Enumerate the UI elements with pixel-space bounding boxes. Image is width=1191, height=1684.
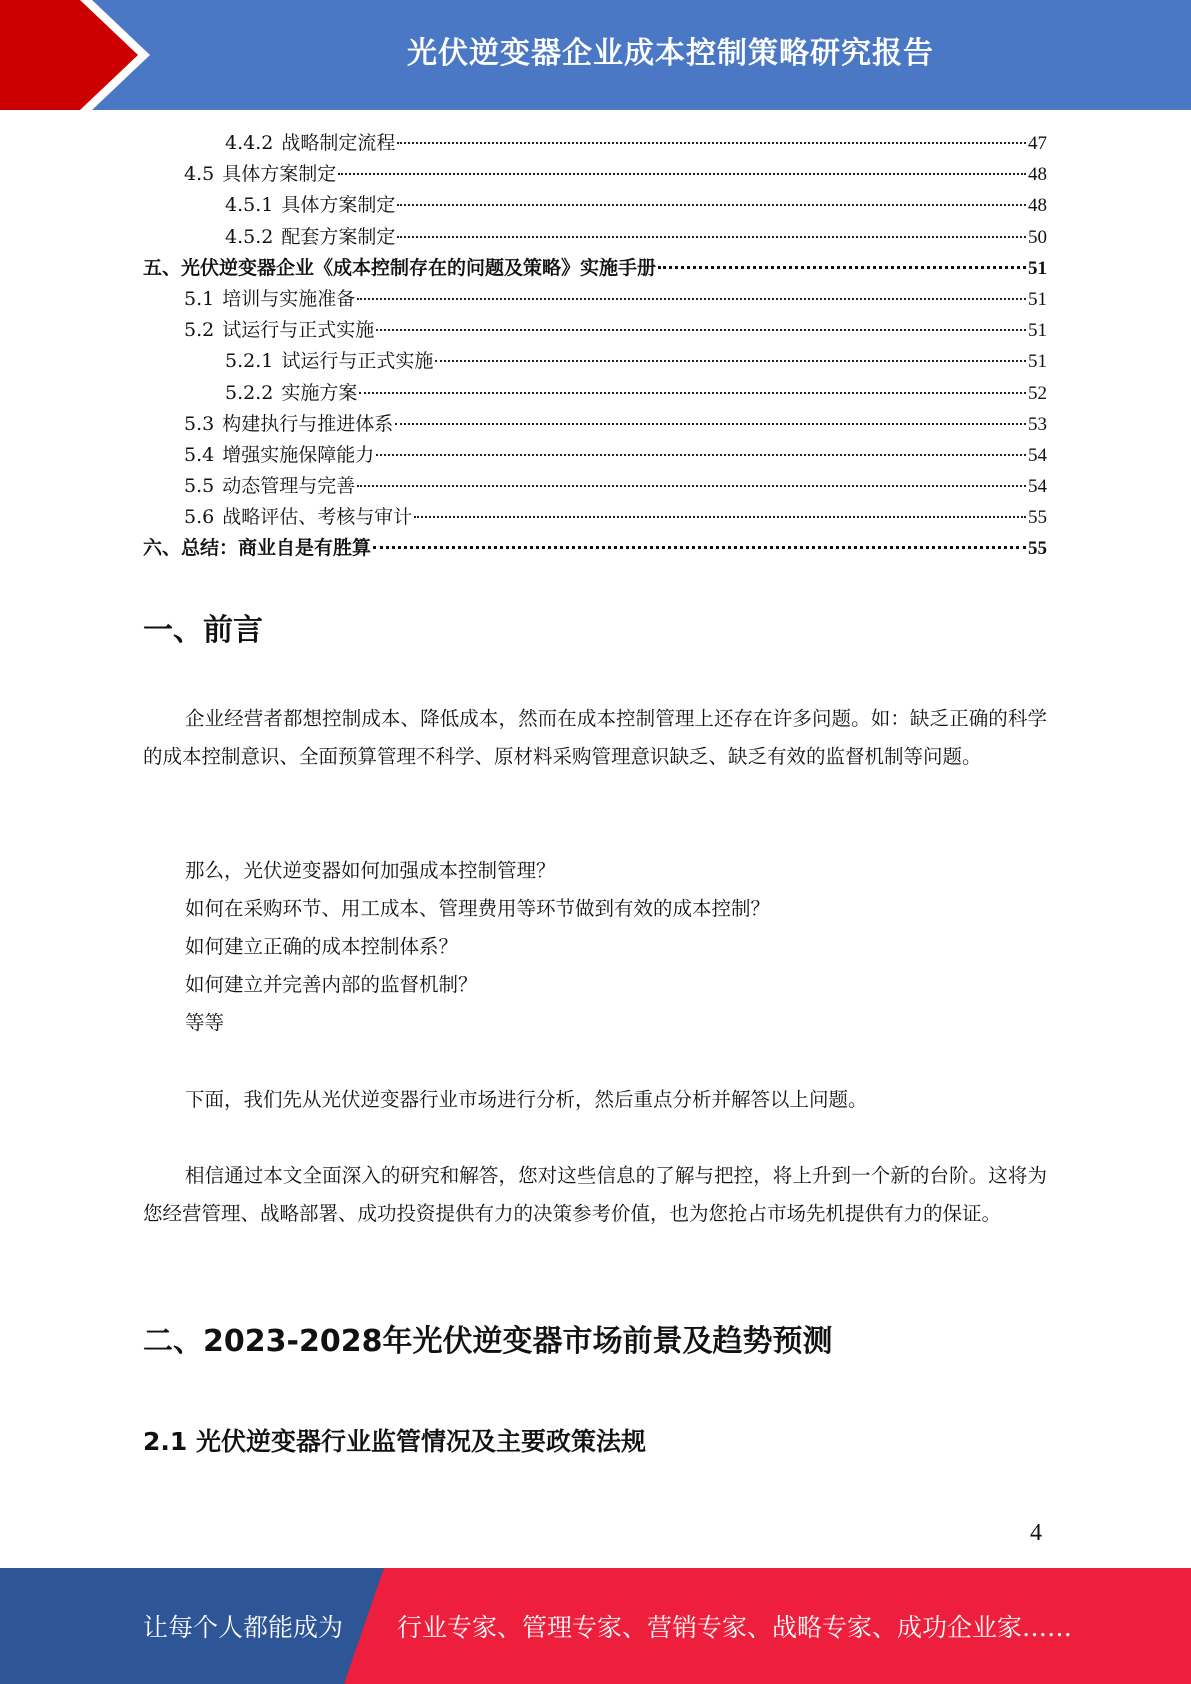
toc-dot-leader [397, 204, 1026, 206]
table-of-contents [143, 128, 1047, 565]
toc-entry-number: 4.5.1 [225, 194, 274, 217]
toc-dot-leader [373, 546, 1026, 549]
toc-dot-leader [658, 266, 1026, 269]
page-number: 4 [1030, 1520, 1042, 1546]
preface-paragraph-2: 下面，我们先从光伏逆变器行业市场进行分析，然后重点分析并解答以上问题。 [185, 1088, 868, 1111]
toc-entry-page: 51 [1028, 288, 1047, 310]
toc-entry[interactable] [143, 222, 1047, 253]
question-line: 如何在采购环节、用工成本、管理费用等环节做到有效的成本控制？ [185, 897, 771, 920]
toc-entry[interactable] [143, 471, 1047, 502]
toc-entry-page: 50 [1028, 226, 1047, 248]
toc-entry-label: 六、总结：商业自是有胜算 [143, 537, 372, 560]
toc-entry-number: 4.5 [184, 163, 215, 186]
toc-entry[interactable] [143, 159, 1047, 190]
toc-entry-label: 具体方案制定 [222, 163, 337, 186]
subsection-heading-regulation: 2.1 光伏逆变器行业监管情况及主要政策法规 [143, 1427, 646, 1456]
toc-entry-label: 动态管理与完善 [222, 475, 356, 498]
toc-entry-label: 试运行与正式实施 [222, 319, 375, 342]
toc-entry-number: 5.6 [184, 506, 215, 529]
toc-entry-number: 4.4.2 [225, 132, 274, 154]
preface-paragraph-3: 相信通过本文全面深入的研究和解答，您对这些信息的了解与把控，将上升到一个新的台阶。这将为您经营管理、战略部署、成功投资提供有力的决策参考价值，也为您抢占市场先机提供有力的保证。 [143, 1164, 1047, 1225]
toc-entry-page: 51 [1028, 320, 1047, 342]
toc-entry-page: 48 [1028, 164, 1047, 186]
toc-entry-number: 5.2.1 [225, 350, 274, 373]
toc-dot-leader [359, 392, 1026, 394]
toc-entry-number: 5.5 [184, 475, 215, 498]
toc-entry[interactable] [143, 409, 1047, 440]
toc-entry-number: 5.3 [184, 412, 215, 435]
page-header [0, 0, 1191, 110]
toc-entry-page: 55 [1028, 507, 1047, 529]
toc-entry-label: 战略制定流程 [281, 132, 396, 154]
toc-entry[interactable] [143, 253, 1047, 284]
toc-dot-leader [338, 173, 1026, 175]
toc-entry-label: 实施方案 [281, 381, 358, 404]
toc-dot-leader [357, 485, 1026, 487]
toc-entry-page: 47 [1028, 133, 1047, 154]
toc-entry-page: 51 [1028, 257, 1047, 279]
toc-entry-page: 52 [1028, 382, 1047, 404]
toc-dot-leader [435, 360, 1026, 362]
toc-entry-page: 55 [1028, 538, 1047, 560]
toc-dot-leader [395, 423, 1026, 425]
toc-entry-label: 培训与实施准备 [222, 287, 356, 310]
toc-dot-leader [397, 142, 1026, 144]
toc-entry-label: 构建执行与推进体系 [222, 412, 394, 435]
toc-entry-page: 54 [1028, 476, 1047, 498]
toc-entry-page: 48 [1028, 195, 1047, 217]
toc-dot-leader [397, 236, 1026, 238]
toc-entry-page: 51 [1028, 351, 1047, 373]
question-line: 如何建立并完善内部的监督机制？ [185, 973, 478, 996]
preface-paragraph-1: 企业经营者都想控制成本、降低成本，然而在成本控制管理上还存在许多问题。如：缺乏正确的科学的成本控制意识、全面预算管理不科学、原材料采购管理意识缺乏、缺乏有效的监督机制等问题。 [143, 707, 1047, 768]
toc-entry[interactable] [143, 128, 1047, 159]
toc-entry-label: 配套方案制定 [281, 225, 396, 248]
toc-dot-leader [376, 454, 1026, 456]
question-line: 等等 [185, 1011, 225, 1034]
section-heading-market-outlook: 二、2023-2028年光伏逆变器市场前景及趋势预测 [143, 1324, 833, 1359]
toc-entry[interactable] [143, 315, 1047, 346]
question-line: 如何建立正确的成本控制体系？ [185, 935, 459, 958]
toc-entry-number: 5.2.2 [225, 381, 274, 404]
header-red-chevron [0, 0, 160, 110]
footer-slogan-right: 行业专家、管理专家、营销专家、战略专家、成功企业家…… [397, 1613, 1073, 1642]
toc-entry-label: 具体方案制定 [281, 194, 396, 217]
toc-entry[interactable] [143, 440, 1047, 471]
toc-entry-number: 5.4 [184, 443, 215, 466]
toc-entry-number: 5.1 [184, 287, 215, 310]
report-title: 光伏逆变器企业成本控制策略研究报告 [407, 36, 934, 71]
toc-dot-leader [357, 298, 1026, 300]
toc-entry[interactable] [143, 284, 1047, 315]
toc-entry-number: 5.2 [184, 319, 215, 342]
question-line: 那么，光伏逆变器如何加强成本控制管理？ [185, 859, 556, 882]
toc-entry[interactable] [143, 533, 1047, 564]
toc-entry-page: 53 [1028, 413, 1047, 435]
toc-entry-number: 4.5.2 [225, 225, 274, 248]
section-heading-preface: 一、前言 [143, 613, 263, 648]
toc-entry[interactable] [143, 378, 1047, 409]
toc-entry-page: 54 [1028, 444, 1047, 466]
toc-dot-leader [414, 516, 1026, 518]
toc-entry-label: 战略评估、考核与审计 [222, 506, 413, 529]
toc-entry[interactable] [143, 502, 1047, 533]
toc-entry-label: 增强实施保障能力 [222, 443, 375, 466]
toc-dot-leader [376, 329, 1026, 331]
toc-entry[interactable] [143, 346, 1047, 377]
footer-slogan-left: 让每个人都能成为 [143, 1613, 344, 1642]
toc-entry-label: 五、光伏逆变器企业《成本控制存在的问题及策略》实施手册 [143, 256, 657, 279]
page-footer [0, 1568, 1191, 1684]
toc-entry-label: 试运行与正式实施 [281, 350, 434, 373]
toc-entry[interactable] [143, 190, 1047, 221]
